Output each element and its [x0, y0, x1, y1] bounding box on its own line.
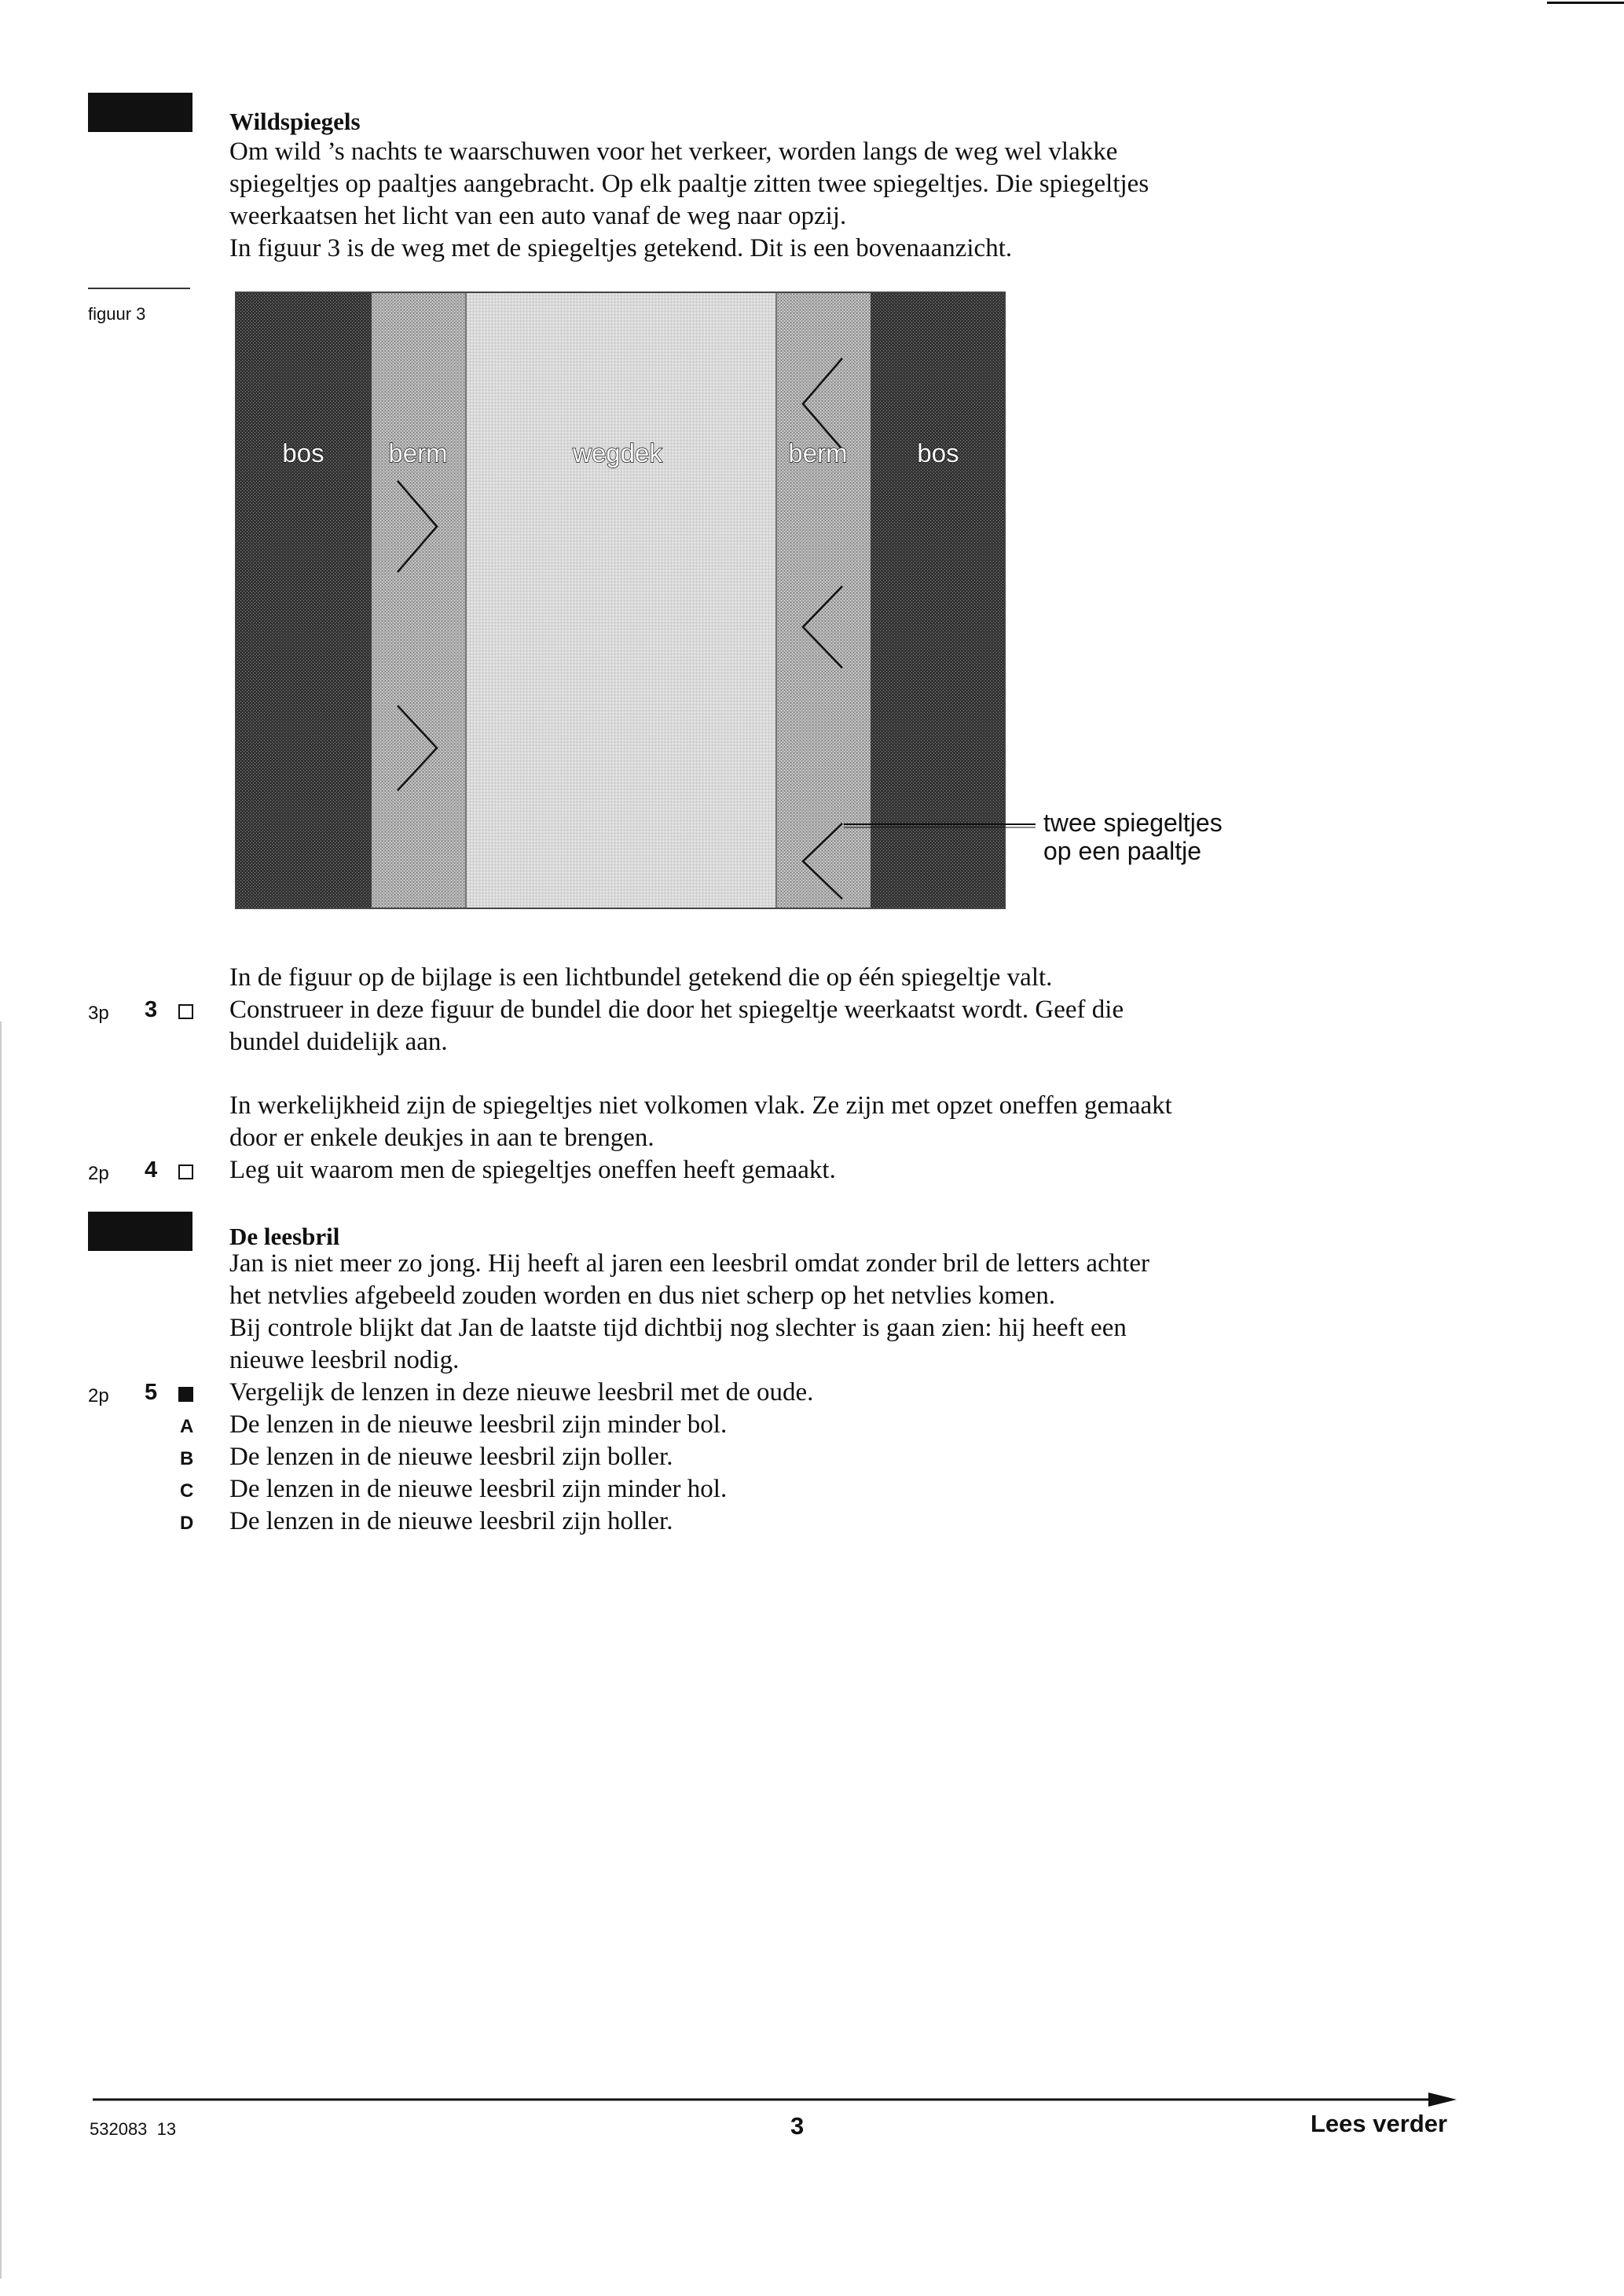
option-text: De lenzen in de nieuwe leesbril zijn minder bol. [229, 1410, 728, 1439]
zone-label: bos [282, 438, 324, 468]
intro-paragraph [229, 136, 1149, 265]
top-right-rule [1547, 2, 1624, 4]
zone-label: wegdek [573, 438, 662, 468]
section-marker [88, 1212, 192, 1251]
zone-wegdek [466, 292, 776, 908]
text-line: In figuur 3 is de weg met de spiegeltjes getekend. Dit is een bovenaanzicht. [229, 234, 1013, 262]
option-text: De lenzen in de nieuwe leesbril zijn minder hol. [229, 1475, 728, 1503]
question-text: Vergelijk de lenzen in deze nieuwe leesbril met de oude. [229, 1378, 814, 1407]
zone-label: berm [388, 438, 448, 468]
callout-text: op een paaltje [1043, 837, 1202, 865]
section-heading: De leesbril [229, 1223, 340, 1250]
figure-3 [233, 291, 1259, 913]
footer-arrow-rule [93, 2090, 1457, 2109]
scan-edge [0, 1021, 2, 2279]
question-4-intro: door er enkele deukjes in aan te brengen. [229, 1124, 654, 1152]
question-checkbox [178, 1165, 193, 1179]
question-text: bundel duidelijk aan. [229, 1028, 448, 1056]
text-line: het netvlies afgebeeld zouden worden en dus niet scherp op het netvlies komen. [229, 1282, 1056, 1310]
zone-bos-right [871, 292, 1005, 908]
option-text: De lenzen in de nieuwe leesbril zijn boller. [229, 1443, 673, 1471]
callout-text: twee spiegeltjes [1043, 809, 1223, 837]
question-text: Leg uit waarom men de spiegeltjes oneffen heeft gemaakt. [229, 1156, 836, 1184]
zone-label: bos [917, 438, 959, 468]
text-line: nieuwe leesbril nodig. [229, 1346, 460, 1374]
text-line: Om wild ’s nachts te waarschuwen voor het verkeer, worden langs de weg wel vlakke [229, 138, 1118, 166]
section-heading: Wildspiegels [229, 108, 361, 135]
text-line: weerkaatsen het licht van een auto vanaf de weg naar opzij. [229, 202, 847, 230]
question-number: 4 [145, 1157, 158, 1183]
option-text: De lenzen in de nieuwe leesbril zijn holler. [229, 1507, 673, 1535]
page-number: 3 [790, 2112, 805, 2140]
figure-label: figuur 3 [88, 304, 146, 324]
question-number: 5 [145, 1380, 158, 1405]
question-checkbox [178, 1004, 193, 1019]
points-label: 2p [88, 1163, 109, 1184]
text-line: spiegeltjes op paaltjes aangebracht. Op elk paaltje zitten twee spiegeltjes. Die spiegeltjes [229, 170, 1149, 198]
zone-bos-left [236, 292, 372, 908]
question-3-intro: In de figuur op de bijlage is een lichtbundel getekend die op één spiegeltje valt. [229, 963, 1053, 992]
lees-verder: Lees verder [1311, 2110, 1448, 2137]
zone-berm-left [372, 292, 466, 908]
option-letter: D [180, 1513, 194, 1534]
footer-code: 532083 13 [90, 2119, 177, 2139]
question-number: 3 [145, 997, 158, 1022]
question-4-intro: In werkelijkheid zijn de spiegeltjes niet volkomen vlak. Ze zijn met opzet oneffen gemaakt [229, 1091, 1172, 1120]
option-letter: A [180, 1416, 194, 1437]
zone-label: berm [788, 438, 848, 468]
section-marker [88, 93, 192, 132]
question-checkbox [178, 1387, 193, 1402]
option-letter: C [180, 1480, 194, 1502]
option-letter: B [180, 1448, 194, 1469]
text-line: Bij controle blijkt dat Jan de laatste tijd dichtbij nog slechter is gaan zien: hij heeft een [229, 1314, 1127, 1342]
text-line: Jan is niet meer zo jong. Hij heeft al jaren een leesbril omdat zonder bril de letters achter [229, 1249, 1150, 1278]
points-label: 2p [88, 1385, 109, 1407]
question-text: Construeer in deze figuur de bundel die door het spiegeltje weerkaatst wordt. Geef die [229, 996, 1124, 1024]
zone-berm-right [776, 292, 871, 908]
points-label: 3p [88, 1003, 109, 1024]
figure-rule [88, 288, 190, 289]
